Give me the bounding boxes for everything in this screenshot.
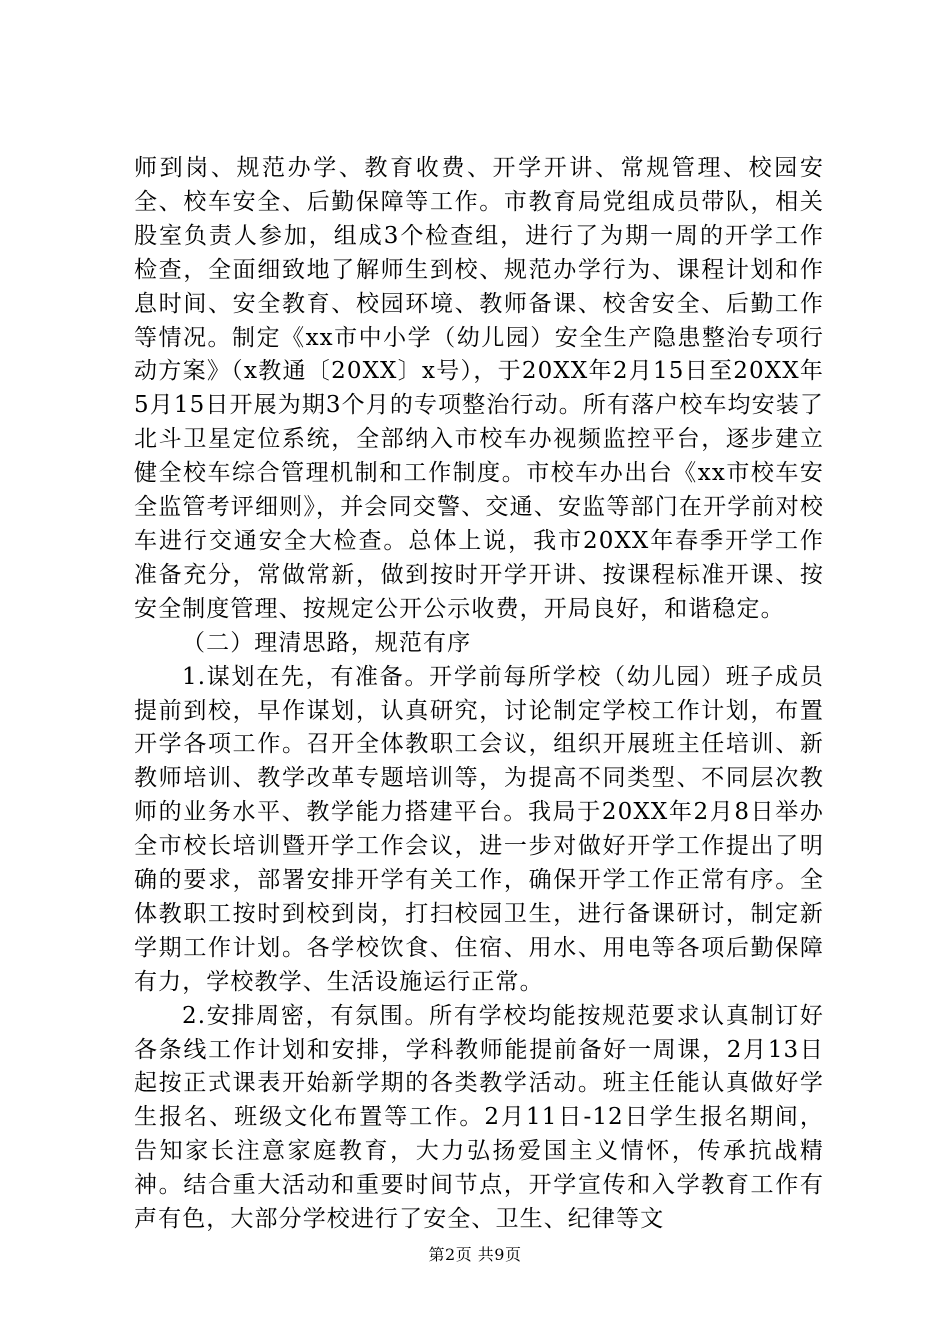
document-body	[134, 152, 824, 1237]
paragraph-continued: 师到岗、规范办学、教育收费、开学开讲、常规管理、校园安全、校车安全、后勤保障等工作。市教育局党组成员带队，相关股室负责人参加，组成3个检查组，进行了为期一周的开学工作检查，全面细致地了解师生到校、规范办学行为、课程计划和作息时间、安全教育、校园环境、教师备课、校舍安全、后勤工作等情况。制定《xx市中小学（幼儿园）安全生产隐患整治专项行动方案》（x教通〔20XX〕x号），于20XX年2月15日至20XX年5月15日开展为期3个月的专项整治行动。所有落户校车均安装了北斗卫星定位系统，全部纳入市校车办视频监控平台，逐步建立健全校车综合管理机制和工作制度。市校车办出台《xx市校车安全监管考评细则》，并会同交警、交通、安监等部门在开学前对校车进行交通安全大检查。总体上说，我市20XX年春季开学工作准备充分，常做常新，做到按时开学开讲、按课程标准开课、按安全制度管理、按规定公开公示收费，开局良好，和谐稳定。	[134, 155, 824, 622]
paragraph-item-1: 1.谋划在先，有准备。开学前每所学校（幼儿园）班子成员提前到校，早作谋划，认真研究，讨论制定学校工作计划，布置开学各项工作。召开全体教职工会议，组织开展班主任培训、新教师培训、教学改革专题培训等，为提高不同类型、不同层次教师的业务水平、教学能力搭建平台。我局于20XX年2月8日举办全市校长培训暨开学工作会议，进一步对做好开学工作提出了明确的要求，部署安排开学有关工作，确保开学工作正常有序。全体教职工按时到校到岗，打扫校园卫生，进行备课研讨，制定新学期工作计划。各学校饮食、住宿、用水、用电等各项后勤保障有力，学校教学、生活设施运行正常。	[134, 663, 824, 995]
paragraph-item-2: 2.安排周密，有氛围。所有学校均能按规范要求认真制订好各条线工作计划和安排，学科教师能提前备好一周课，2月13日起按正式课表开始新学期的各类教学活动。班主任能认真做好学生报名、班级文化布置等工作。2月11日-12日学生报名期间，告知家长注意家庭教育，大力弘扬爱国主义情怀，传承抗战精神。结合重大活动和重要时间节点，开学宣传和入学教育工作有声有色，大部分学校进行了安全、卫生、纪律等文	[134, 1002, 824, 1233]
page-footer: 第2页 共9页	[428, 1245, 522, 1264]
section-heading: （二）理清思路，规范有序	[182, 629, 472, 656]
